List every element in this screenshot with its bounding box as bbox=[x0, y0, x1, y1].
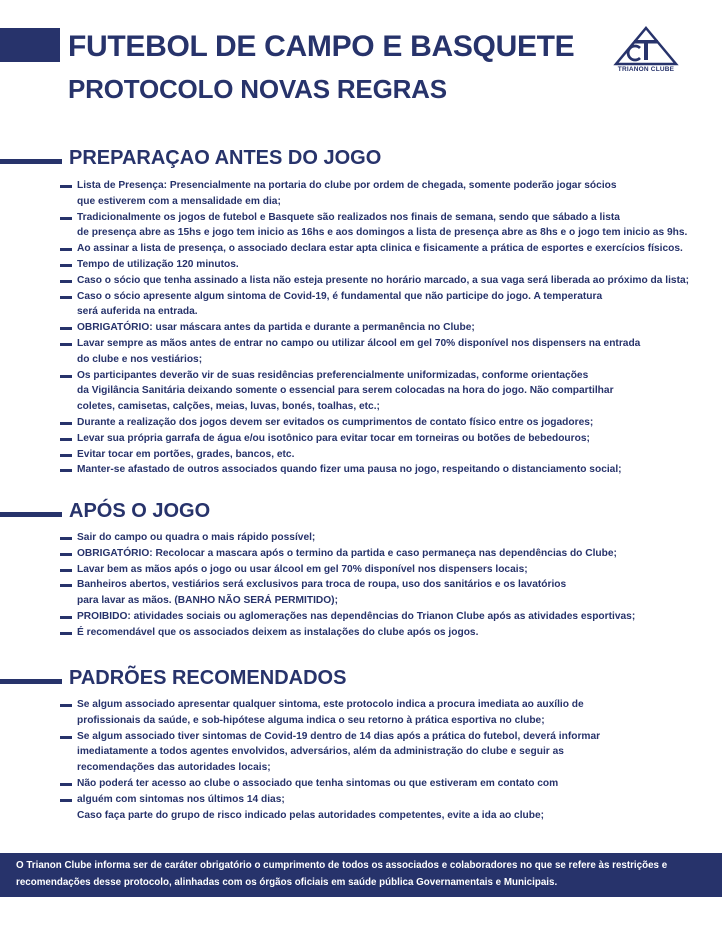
section-title: APÓS O JOGO bbox=[69, 500, 211, 522]
bullet-dash bbox=[60, 704, 72, 707]
list-item-text: Banheiros abertos, vestiários será exclusivos para troca de roupa, uso dos sanitários e os lavatórios para lavar as mãos. (BANHO NÃO SERÁ PERMITIDO); bbox=[77, 579, 567, 607]
bullet-dash bbox=[60, 584, 72, 587]
list-item bbox=[60, 530, 710, 546]
bullet-dash bbox=[60, 185, 72, 188]
bullet-dash bbox=[60, 217, 72, 220]
page-title: FUTEBOL DE CAMPO E BASQUETE bbox=[68, 30, 575, 63]
list-item-text: PROIBIDO: atividades sociais ou aglomerações nas dependências do Trianon Clube após as atividades esportivas; bbox=[77, 610, 636, 622]
header-accent-bar bbox=[0, 28, 60, 62]
list-item-text: Não poderá ter acesso ao clube o associado que tenha sintomas ou que estiveram em contato com bbox=[77, 777, 559, 789]
footer-text: O Trianon Clube informa ser de caráter obrigatório o cumprimento de todos os associados e colaboradores no que se refere às restrições e recomendações desse protocolo, alinhadas com os órgãos oficiais em saúde pública Governamentais e Municipais. bbox=[16, 860, 668, 888]
list-item bbox=[60, 609, 710, 625]
list-item-text: alguém com sintomas nos últimos 14 dias; Caso faça parte do grupo de risco indicado pelas autoridades competentes, evite a ida ao clube; bbox=[77, 793, 545, 821]
bullet-dash bbox=[60, 632, 72, 635]
list-item-text: Os participantes deverão vir de suas residências preferencialmente uniformizadas, conforme orientações da Vigilância Sanitária deixando somente o essencial para serem colocadas na hora do jogo. Não compartilhar coletes, camisetas, calções, meias, luvas, bonés, toalhas, etc.; bbox=[77, 369, 614, 413]
bullet-dash bbox=[60, 736, 72, 739]
bullet-dash bbox=[60, 799, 72, 802]
list-item-text: Tempo de utilização 120 minutos. bbox=[77, 258, 239, 270]
list-item bbox=[60, 336, 710, 368]
list-item bbox=[60, 729, 710, 776]
footer-notice bbox=[0, 853, 722, 897]
list-item-text: Manter-se afastado de outros associados quando fizer uma pausa no jogo, respeitando o distanciamento social; bbox=[77, 464, 622, 476]
list-item-text: Sair do campo ou quadra o mais rápido possível; bbox=[77, 532, 316, 543]
page-subtitle: PROTOCOLO NOVAS REGRAS bbox=[68, 74, 447, 104]
list-item-text: Se algum associado tiver sintomas de Covid-19 dentro de 14 dias após a prática do futebol, deverá informar imediatamente a todos agentes envolvidos, adversários, além da administração do clube e seguir as recomendações das autoridades locais; bbox=[77, 730, 601, 774]
list-item bbox=[60, 415, 710, 431]
section-bar bbox=[0, 512, 62, 517]
list-item bbox=[60, 625, 710, 641]
list-item bbox=[60, 697, 710, 729]
list-item-text: Evitar tocar em portões, grades, bancos, etc. bbox=[77, 448, 295, 460]
section-bar bbox=[0, 159, 62, 164]
section-title: PADRÕES RECOMENDADOS bbox=[69, 667, 347, 689]
list-item bbox=[60, 462, 710, 478]
list-item-text: Lista de Presença: Presencialmente na portaria do clube por ordem de chegada, somente poderão jogar sócios que estiverem com a mensalidade em dia; bbox=[77, 180, 617, 207]
triangle-tc-emblem-icon bbox=[612, 26, 680, 68]
bullet-dash bbox=[60, 454, 72, 457]
list-item-text: Levar sua própria garrafa de água e/ou isotônico para evitar tocar em torneiras ou botões de bebedouros; bbox=[77, 432, 590, 444]
bullet-dash bbox=[60, 422, 72, 425]
bullet-dash bbox=[60, 537, 72, 540]
list-item bbox=[60, 577, 710, 609]
list-item-text: OBRIGATÓRIO: usar máscara antes da partida e durante a permanência no Clube; bbox=[77, 322, 475, 334]
bullet-dash bbox=[60, 469, 72, 472]
list-item bbox=[60, 562, 710, 578]
bullet-dash bbox=[60, 327, 72, 330]
list-item-text: Caso o sócio que tenha assinado a lista não esteja presente no horário marcado, a sua vaga será liberada ao próximo da lista; bbox=[77, 274, 690, 286]
rules-list bbox=[60, 178, 710, 478]
section-title: PREPARAÇAO ANTES DO JOGO bbox=[69, 147, 382, 169]
bullet-dash bbox=[60, 296, 72, 299]
bullet-dash bbox=[60, 569, 72, 572]
list-item bbox=[60, 273, 710, 289]
list-item-text: É recomendável que os associados deixem as instalações do clube após os jogos. bbox=[77, 626, 479, 638]
list-item bbox=[60, 320, 710, 336]
rules-list bbox=[60, 530, 710, 641]
list-item-text: Ao assinar a lista de presença, o associado declara estar apta clinica e fisicamente a prática de esportes e exercícios físicos. bbox=[77, 243, 683, 255]
list-item bbox=[60, 546, 710, 562]
list-item-text: Caso o sócio apresente algum sintoma de Covid-19, é fundamental que não participe do jogo. A temperatura será auferida na entrada. bbox=[77, 290, 603, 318]
bullet-dash bbox=[60, 375, 72, 378]
logo-text: TRIANON CLUBE bbox=[617, 66, 675, 73]
bullet-dash bbox=[60, 248, 72, 251]
list-item bbox=[60, 289, 710, 321]
list-item bbox=[60, 776, 710, 792]
list-item bbox=[60, 447, 710, 463]
list-item bbox=[60, 178, 710, 210]
list-item bbox=[60, 431, 710, 447]
bullet-dash bbox=[60, 783, 72, 786]
bullet-dash bbox=[60, 280, 72, 283]
list-item-text: Lavar sempre as mãos antes de entrar no campo ou utilizar álcool em gel 70% disponível nos dispensers na entrada do clube e nos vestiários; bbox=[77, 337, 641, 365]
list-item-text: Lavar bem as mãos após o jogo ou usar álcool em gel 70% disponível nos dispensers locais; bbox=[77, 563, 528, 575]
list-item bbox=[60, 210, 710, 242]
list-item-text: Durante a realização dos jogos devem ser evitados os cumprimentos de contato físico entre os jogadores; bbox=[77, 416, 594, 428]
bullet-dash bbox=[60, 264, 72, 267]
list-item bbox=[60, 792, 710, 824]
section-bar bbox=[0, 679, 62, 684]
list-item bbox=[60, 368, 710, 415]
bullet-dash bbox=[60, 553, 72, 556]
list-item-text: Se algum associado apresentar qualquer sintoma, este protocolo indica a procura imediata ao auxílio de profissionais da saúde, e sob-hipótese alguma indica o seu retorno à prática esportiva no clube; bbox=[77, 699, 584, 726]
bullet-dash bbox=[60, 616, 72, 619]
list-item-text: Tradicionalmente os jogos de futebol e Basquete são realizados nos finais de semana, sendo que sábado a lista de presença abre as 15hs e jogo tem inicio as 16hs e aos domingos a lista de presença abre as 8hs e o jogo tem inicio as 9hs. bbox=[77, 211, 688, 239]
list-item bbox=[60, 257, 710, 273]
bullet-dash bbox=[60, 438, 72, 441]
rules-list bbox=[60, 697, 710, 823]
club-logo bbox=[612, 26, 680, 74]
list-item-text: OBRIGATÓRIO: Recolocar a mascara após o termino da partida e caso permaneça nas dependências do Clube; bbox=[77, 547, 617, 559]
list-item bbox=[60, 241, 710, 257]
bullet-dash bbox=[60, 343, 72, 346]
